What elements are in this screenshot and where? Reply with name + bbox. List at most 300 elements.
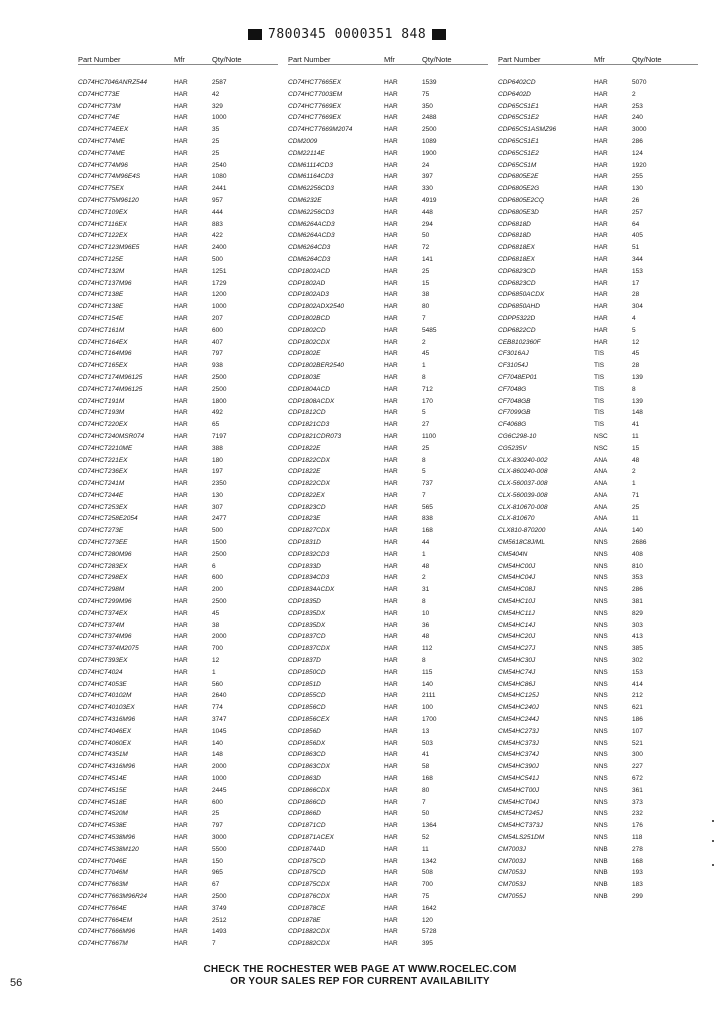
document-code <box>248 24 468 44</box>
table-row <box>498 490 698 502</box>
part-number-cell: CDP65C51M <box>498 161 537 169</box>
table-row <box>78 443 278 455</box>
part-number-cell: CD74HCT4518E <box>78 798 127 806</box>
mfr-cell: HAR <box>174 692 188 700</box>
mfr-cell: NSC <box>594 432 608 440</box>
table-row <box>78 301 278 313</box>
part-number-cell: CDP1837CDX <box>288 645 330 653</box>
part-number-cell: CLX-810670-008 <box>498 503 548 511</box>
part-number-cell: CD74HCT74E <box>78 114 120 122</box>
table-row <box>498 466 698 478</box>
table-row <box>498 797 698 809</box>
mfr-cell: HAR <box>174 539 188 547</box>
part-number-cell: CD74HCT161M <box>78 326 125 334</box>
table-row <box>498 749 698 761</box>
mfr-cell: HAR <box>384 291 398 299</box>
mfr-cell: HAR <box>384 609 398 617</box>
mfr-cell: HAR <box>384 161 398 169</box>
part-number-cell: CM54HC541J <box>498 775 539 783</box>
mfr-cell: HAR <box>384 704 398 712</box>
mfr-cell: HAR <box>174 373 188 381</box>
mfr-cell: HAR <box>174 220 188 228</box>
table-row <box>498 183 698 195</box>
part-number-cell: CD74HCT299M96 <box>78 598 132 606</box>
mfr-cell: HAR <box>174 940 188 948</box>
mfr-cell: HAR <box>174 291 188 299</box>
mfr-cell: HAR <box>384 338 398 346</box>
mfr-cell: HAR <box>174 881 188 889</box>
qty-cell: 130 <box>632 185 643 193</box>
mfr-cell: HAR <box>594 232 608 240</box>
qty-cell: 25 <box>212 137 220 145</box>
part-number-cell: CD74HCT191M <box>78 397 125 405</box>
part-number-cell: CDP65C51ASMZ96 <box>498 126 557 134</box>
qty-cell: 11 <box>632 515 639 523</box>
mfr-cell: HAR <box>384 751 398 759</box>
mfr-cell: HAR <box>384 645 398 653</box>
part-number-cell: CD74HCT116EX <box>78 220 128 228</box>
part-number-cell: CDP1835D <box>288 598 321 606</box>
qty-cell: 8 <box>422 456 426 464</box>
table-row <box>288 77 488 89</box>
table-row <box>288 679 488 691</box>
qty-cell: 448 <box>422 208 433 216</box>
qty-cell: 2350 <box>212 480 227 488</box>
qty-cell: 2686 <box>632 539 647 547</box>
mfr-cell: NNS <box>594 727 608 735</box>
mfr-cell: NNS <box>594 763 608 771</box>
qty-cell: 304 <box>632 303 643 311</box>
qty-cell: 28 <box>632 291 640 299</box>
part-number-cell: CD74HCT393EX <box>78 657 128 665</box>
mfr-cell: HAR <box>384 515 398 523</box>
qty-cell: 286 <box>632 586 643 594</box>
table-row <box>498 726 698 738</box>
mfr-cell: HAR <box>384 657 398 665</box>
qty-cell: 299 <box>632 892 643 900</box>
part-number-cell: CD74HCT4538M96 <box>78 834 136 841</box>
table-row <box>288 596 488 608</box>
mfr-cell: HAR <box>384 598 398 606</box>
part-number-cell: CDP1822CDX <box>288 456 330 464</box>
table-row <box>498 891 698 903</box>
mfr-cell: NNS <box>594 598 608 606</box>
header-mfr: Mfr <box>174 55 185 64</box>
table-row <box>288 584 488 596</box>
qty-cell: 500 <box>212 255 223 263</box>
table-row <box>288 667 488 679</box>
qty-cell: 1900 <box>422 149 437 157</box>
mfr-cell: HAR <box>174 279 188 287</box>
qty-cell: 1089 <box>422 137 437 145</box>
qty-cell: 50 <box>422 810 430 818</box>
barcode-mark-right <box>432 29 446 40</box>
mfr-cell: HAR <box>174 668 188 676</box>
table-row <box>78 513 278 525</box>
mfr-cell: HAR <box>384 126 398 134</box>
qty-cell: 25 <box>422 444 430 452</box>
mfr-cell: HAR <box>384 881 398 889</box>
mfr-cell: HAR <box>594 314 608 322</box>
table-row <box>78 407 278 419</box>
part-number-cell: CLX-830240-002 <box>498 456 548 464</box>
qty-cell: 303 <box>632 621 643 629</box>
part-number-cell: CD74HCT4515E <box>78 786 127 794</box>
table-row <box>288 655 488 667</box>
qty-cell: 12 <box>632 338 640 346</box>
qty-cell: 253 <box>632 102 643 110</box>
part-number-cell: CG6C298-10 <box>498 432 537 440</box>
part-number-cell: CDP1871ACEX <box>288 834 334 841</box>
mfr-cell: NNS <box>594 657 608 665</box>
mfr-cell: HAR <box>384 314 398 322</box>
mfr-cell: NNS <box>594 609 608 617</box>
mfr-cell: NNS <box>594 775 608 783</box>
qty-cell: 5 <box>632 326 636 334</box>
part-number-cell: CM54HC10J <box>498 598 536 606</box>
qty-cell: 5 <box>422 468 426 476</box>
table-row <box>498 643 698 655</box>
part-number-cell: CM54HC00J <box>498 562 536 570</box>
table-row <box>78 160 278 172</box>
part-number-cell: CD74HCT154E <box>78 314 124 322</box>
qty-cell: 44 <box>422 539 430 547</box>
part-number-cell: CD74HCT74M96E4S <box>78 173 141 181</box>
table-row <box>498 301 698 313</box>
mfr-cell: NNS <box>594 798 608 806</box>
part-number-cell: CD74HCT258E2054 <box>78 515 138 523</box>
part-number-cell: CD74HCT7666M96 <box>78 928 136 936</box>
part-number-cell: CD74HCT221EX <box>78 456 128 464</box>
part-number-cell: CM5618C8J/ML <box>498 539 545 547</box>
table-row <box>288 112 488 124</box>
qty-cell: 45 <box>212 609 220 617</box>
part-number-cell: CDP1833D <box>288 562 321 570</box>
header-qty: Qty/Note <box>422 55 452 64</box>
mfr-cell: HAR <box>174 173 188 181</box>
table-row <box>498 89 698 101</box>
qty-cell: 300 <box>632 751 643 759</box>
mfr-cell: NNS <box>594 680 608 688</box>
qty-cell: 307 <box>212 503 223 511</box>
mfr-cell: HAR <box>384 527 398 535</box>
mfr-cell: HAR <box>174 267 188 275</box>
table-row <box>288 643 488 655</box>
table-row <box>498 620 698 632</box>
table-row <box>498 325 698 337</box>
table-row <box>78 325 278 337</box>
table-row <box>288 525 488 537</box>
qty-cell: 407 <box>212 338 223 346</box>
mfr-cell: NNS <box>594 834 608 841</box>
table-row <box>288 455 488 467</box>
table-row <box>288 207 488 219</box>
qty-cell: 414 <box>632 680 643 688</box>
qty-cell: 186 <box>632 716 643 724</box>
part-number-cell: CDM6264ACD3 <box>288 232 335 240</box>
qty-cell: 1800 <box>212 397 227 405</box>
qty-cell: 140 <box>212 739 223 747</box>
table-row <box>78 643 278 655</box>
mfr-cell: HAR <box>174 444 188 452</box>
qty-cell: 3749 <box>212 904 227 912</box>
part-number-cell: CD74HCT4053E <box>78 680 127 688</box>
table-row <box>498 856 698 868</box>
table-row <box>78 903 278 915</box>
table-row <box>288 749 488 761</box>
qty-cell: 168 <box>632 857 643 865</box>
mfr-cell: HAR <box>594 149 608 157</box>
qty-cell: 71 <box>632 491 640 499</box>
table-row <box>78 702 278 714</box>
part-number-cell: CD74HCT374M96 <box>78 633 132 641</box>
table-row <box>498 77 698 89</box>
table-row <box>288 820 488 832</box>
table-row <box>78 679 278 691</box>
mfr-cell: ANA <box>594 480 608 488</box>
part-number-cell: CDP1851D <box>288 680 321 688</box>
table-row <box>288 938 488 950</box>
mfr-cell: HAR <box>384 562 398 570</box>
table-row <box>288 89 488 101</box>
mfr-cell: HAR <box>174 432 188 440</box>
qty-cell: 51 <box>632 244 640 252</box>
part-number-cell: CDP6818D <box>498 220 531 228</box>
part-number-cell: CDP6823CD <box>498 279 536 287</box>
mfr-cell: HAR <box>384 798 398 806</box>
part-number-cell: CDP1863CDX <box>288 763 330 771</box>
qty-cell: 883 <box>212 220 223 228</box>
table-row <box>498 820 698 832</box>
header-mfr: Mfr <box>384 55 395 64</box>
availability-footer <box>0 964 720 988</box>
mfr-cell: NNS <box>594 751 608 759</box>
qty-cell: 148 <box>632 409 643 417</box>
qty-cell: 1251 <box>212 267 227 275</box>
mfr-cell: HAR <box>384 196 398 204</box>
part-number-cell: CDM62256CD3 <box>288 208 334 216</box>
part-number-cell: CDP1821CDR073 <box>288 432 342 440</box>
qty-cell: 422 <box>212 232 223 240</box>
mfr-cell: HAR <box>174 550 188 558</box>
mfr-cell: HAR <box>174 149 188 157</box>
part-number-cell: CDM6232E <box>288 196 322 204</box>
mfr-cell: HAR <box>384 586 398 594</box>
table-row <box>498 419 698 431</box>
table-row <box>498 844 698 856</box>
table-row <box>288 608 488 620</box>
mfr-cell: HAR <box>174 892 188 900</box>
table-row <box>288 325 488 337</box>
part-number-cell: CDM61114CD3 <box>288 161 333 169</box>
table-row <box>78 112 278 124</box>
part-number-cell: CDP1835DX <box>288 621 326 629</box>
mfr-cell: HAR <box>384 574 398 582</box>
mfr-cell: HAR <box>174 468 188 476</box>
table-row <box>78 396 278 408</box>
qty-cell: 48 <box>422 633 430 641</box>
part-number-cell: CM54HCT00J <box>498 786 540 794</box>
mfr-cell: HAR <box>384 102 398 110</box>
qty-cell: 207 <box>212 314 223 322</box>
qty-cell: 24 <box>422 161 430 169</box>
mfr-cell: HAR <box>174 456 188 464</box>
part-number-cell: CM54HC273J <box>498 727 539 735</box>
table-row <box>78 844 278 856</box>
table-row <box>78 867 278 879</box>
mfr-cell: HAR <box>384 444 398 452</box>
part-number-cell: CDP6850ACDX <box>498 291 545 299</box>
part-number-cell: CF7099GB <box>498 409 531 417</box>
qty-cell: 148 <box>212 751 223 759</box>
qty-cell: 965 <box>212 869 223 877</box>
qty-cell: 240 <box>632 114 643 122</box>
qty-cell: 2 <box>632 468 636 476</box>
mfr-cell: HAR <box>384 232 398 240</box>
table-row <box>288 360 488 372</box>
mfr-cell: HAR <box>384 279 398 287</box>
qty-cell: 330 <box>422 185 433 193</box>
table-row <box>78 466 278 478</box>
table-row <box>78 183 278 195</box>
mfr-cell: HAR <box>384 255 398 263</box>
mfr-cell: HAR <box>174 314 188 322</box>
mfr-cell: HAR <box>174 515 188 523</box>
part-number-cell: CDP1831D <box>288 539 321 547</box>
part-number-cell: CD74HCT164M96 <box>78 350 132 358</box>
mfr-cell: HAR <box>384 810 398 818</box>
mfr-cell: ANA <box>594 515 608 523</box>
table-row <box>498 572 698 584</box>
part-number-cell: CDP1802BCD <box>288 314 330 322</box>
qty-cell: 278 <box>632 845 643 853</box>
part-number-cell: CM54HC74J <box>498 668 536 676</box>
qty-cell: 2512 <box>212 916 227 924</box>
table-row <box>78 561 278 573</box>
mfr-cell: HAR <box>384 480 398 488</box>
part-number-cell: CD74HCT4316M96 <box>78 716 136 724</box>
qty-cell: 302 <box>632 657 643 665</box>
table-row <box>288 631 488 643</box>
table-row <box>498 584 698 596</box>
part-number-cell: CDP1866D <box>288 810 321 818</box>
table-row <box>288 797 488 809</box>
part-number-cell: CD74HCT4520M <box>78 810 128 818</box>
mfr-cell: HAR <box>384 362 398 370</box>
qty-cell: 140 <box>632 527 643 535</box>
table-row <box>288 891 488 903</box>
mfr-cell: NNB <box>594 881 608 889</box>
part-number-cell: CDP1856DX <box>288 739 326 747</box>
part-number-cell: CDP1856CEX <box>288 716 330 724</box>
mfr-cell: HAR <box>594 208 608 216</box>
part-number-cell: CD74HCT4514E <box>78 775 127 783</box>
table-row <box>78 584 278 596</box>
table-row <box>288 254 488 266</box>
part-number-cell: CLX-560037-008 <box>498 480 548 488</box>
mfr-cell: HAR <box>594 137 608 145</box>
part-number-cell: CD74HCT273E <box>78 527 124 535</box>
table-row <box>498 136 698 148</box>
part-number-cell: CD74HCT164EX <box>78 338 128 346</box>
mfr-cell: HAR <box>594 255 608 263</box>
table-row <box>78 478 278 490</box>
part-number-cell: CD74HCT4538E <box>78 822 127 830</box>
mfr-cell: HAR <box>174 491 188 499</box>
mfr-cell: HAR <box>384 326 398 334</box>
table-row <box>498 407 698 419</box>
mfr-cell: HAR <box>174 480 188 488</box>
part-number-cell: CDP1804ACD <box>288 385 330 393</box>
mfr-cell: HAR <box>174 857 188 865</box>
table-row <box>78 926 278 938</box>
part-number-cell: CDP6818EX <box>498 244 535 252</box>
mfr-cell: HAR <box>384 503 398 511</box>
mfr-cell: HAR <box>174 798 188 806</box>
mfr-cell: HAR <box>174 621 188 629</box>
qty-cell: 500 <box>212 527 223 535</box>
document-code-text: 7800345 0000351 848 <box>268 26 427 42</box>
qty-cell: 197 <box>212 468 223 476</box>
table-row <box>78 278 278 290</box>
table-row <box>78 136 278 148</box>
mfr-cell: HAR <box>174 350 188 358</box>
table-row <box>498 372 698 384</box>
mfr-cell: HAR <box>174 657 188 665</box>
part-number-cell: CDP1823E <box>288 515 321 523</box>
mfr-cell: HAR <box>174 114 188 122</box>
part-number-cell: CD74HCT7664E <box>78 904 127 912</box>
qty-cell: 8 <box>422 373 426 381</box>
part-number-cell: CDP1837D <box>288 657 321 665</box>
table-row <box>498 230 698 242</box>
part-number-cell: CD74HCT374M <box>78 621 125 629</box>
part-number-cell: CD74HCT7663M <box>78 881 128 889</box>
table-row <box>498 502 698 514</box>
table-row <box>288 773 488 785</box>
qty-cell: 405 <box>632 232 643 240</box>
mfr-cell: HAR <box>384 456 398 464</box>
table-row <box>498 702 698 714</box>
part-number-cell: CDP6818EX <box>498 255 535 263</box>
mfr-cell: NNS <box>594 704 608 712</box>
part-number-cell: CD74HCT4046EX <box>78 727 132 735</box>
qty-cell: 560 <box>212 680 223 688</box>
table-row <box>78 207 278 219</box>
mfr-cell: HAR <box>384 845 398 853</box>
part-number-cell: CD74HCT138E <box>78 291 124 299</box>
mfr-cell: HAR <box>384 303 398 311</box>
table-row <box>78 572 278 584</box>
qty-cell: 353 <box>632 574 643 582</box>
header-qty: Qty/Note <box>212 55 242 64</box>
qty-cell: 168 <box>422 775 433 783</box>
mfr-cell: HAR <box>594 161 608 169</box>
qty-cell: 774 <box>212 704 223 712</box>
mfr-cell: HAR <box>384 397 398 405</box>
mfr-cell: HAR <box>594 173 608 181</box>
qty-cell: 957 <box>212 196 223 204</box>
qty-cell: 1539 <box>422 79 437 86</box>
table-row <box>288 738 488 750</box>
table-row <box>78 313 278 325</box>
part-number-cell: CLX810-870200 <box>498 527 546 535</box>
qty-cell: 361 <box>632 786 643 794</box>
mfr-cell: HAR <box>594 79 608 86</box>
table-row <box>78 124 278 136</box>
table-row <box>498 455 698 467</box>
mfr-cell: HAR <box>594 326 608 334</box>
